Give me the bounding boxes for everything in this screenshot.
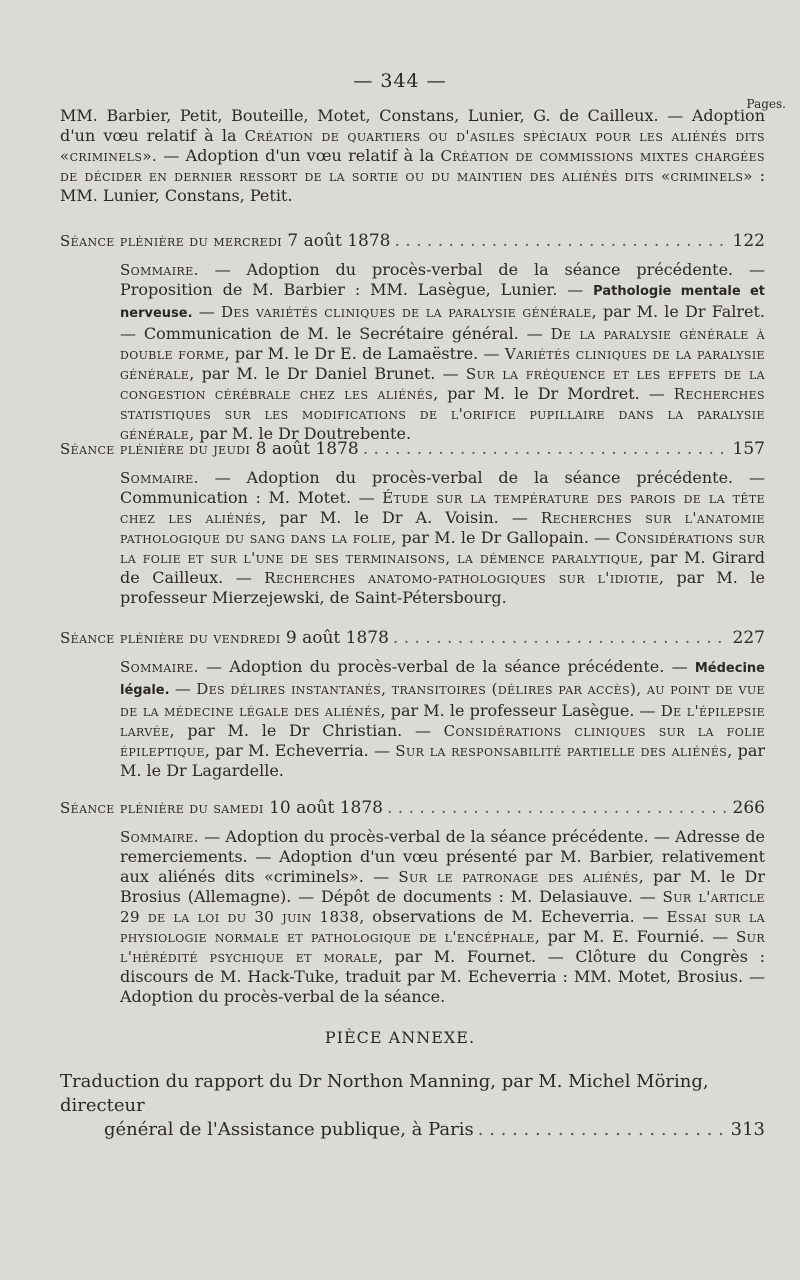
session-title	[60, 797, 383, 819]
smallcaps-run: Sur la fréquence et les effets de la congestion cérébrale chez les aliénés	[120, 365, 766, 403]
smallcaps-run: Sur l'hérédité psychique et morale	[120, 928, 765, 966]
session-entry	[60, 627, 765, 781]
session-summary	[120, 827, 765, 1007]
text-run: , par M. E. Fournié. —	[534, 927, 736, 946]
smallcaps-run: Sommaire.	[120, 469, 199, 487]
session-page-number: 266	[732, 798, 765, 818]
session-title-date: 9 août 1878	[280, 628, 389, 648]
session-title	[60, 230, 390, 252]
smallcaps-run: Des délires instantanés, transitoires (délires par accès), au point de vue de la médecine légale des aliénés	[120, 680, 765, 720]
annex-line-1: Traduction du rapport du Dr Northon Manning, par M. Michel Möring, directeur	[60, 1071, 709, 1116]
text-run: , par M. le Dr Daniel Brunet. —	[189, 364, 466, 383]
session-title-date: 10 août 1878	[263, 798, 383, 818]
annex-line-2	[104, 1118, 765, 1142]
pages-column-label: Pages.	[746, 97, 786, 111]
smallcaps-run: Création de quartiers ou d'asiles spéciaux pour les aliénés dits «criminels».	[60, 127, 765, 165]
text-run: — Adoption du procès-verbal de la séance précédente. —	[198, 657, 695, 676]
smallcaps-run: Considérations cliniques sur la folie épileptique	[120, 722, 765, 760]
text-run: , par M. le professeur Lasègue. —	[380, 701, 661, 720]
session-title	[60, 627, 389, 649]
session-summary	[120, 260, 765, 444]
text-run: — Adoption du procès-verbal de la séance précédente. — Adresse de remerciements. — Adoption d'un vœu présenté par M. Barbier, relativement aux aliénés dits «criminels». —	[120, 827, 765, 886]
session-heading	[60, 627, 765, 649]
text-run: — Adoption d'un vœu relatif à la	[157, 146, 441, 165]
text-run: , par M. le Dr Brosius (Allemagne). — Dépôt de documents : M. Delasiauve. —	[120, 867, 765, 906]
text-run: , par M. le Dr Mordret. —	[433, 384, 674, 403]
session-page-number: 122	[732, 231, 765, 251]
smallcaps-run: De la paralysie générale à double forme	[120, 325, 765, 363]
session-heading	[60, 230, 765, 252]
smallcaps-run: Recherches anatomo-pathologiques sur l'idiotie	[264, 569, 659, 587]
smallcaps-run: Sommaire.	[120, 828, 199, 846]
text-run: , par M. le Dr Lagardelle.	[120, 741, 766, 780]
text-run: , par M. le Dr A. Voisin. —	[261, 508, 541, 527]
text-run: , par M. le Dr Falret. — Communication de M. le Secrétaire général. —	[120, 302, 766, 343]
text-run: , par M. le Dr Doutrebente.	[189, 424, 412, 443]
section-label: Pathologie mentale et nerveuse.	[120, 284, 766, 321]
text-run: — Adoption du procès-verbal de la séance précédente. — Communication : M. Motet. —	[120, 468, 765, 507]
dot-leader	[393, 627, 729, 649]
page-number: — 344 —	[353, 70, 447, 92]
annex-entry	[60, 1070, 765, 1142]
smallcaps-run: Sur l'article 29 de la loi du 30 juin 1838	[120, 888, 765, 926]
annex-line-2-text: général de l'Assistance publique, à Paris	[104, 1119, 474, 1140]
text-run: , par M. Echeverria. —	[204, 741, 396, 760]
dot-leader	[478, 1118, 727, 1142]
smallcaps-run: Recherches statistiques sur les modifications de l'orifice pupillaire dans la paralysie générale	[120, 385, 765, 443]
annex-page-number: 313	[730, 1119, 765, 1140]
text-run: , par M. le Dr Gallopain. —	[391, 528, 616, 547]
smallcaps-run: Des variétés cliniques de la paralysie générale	[220, 303, 592, 321]
text-run: MM. Barbier, Petit, Bouteille, Motet, Constans, Lunier, G. de Cailleux. — Adoption d'un vœu relatif à la	[60, 106, 765, 145]
smallcaps-run: Recherches sur l'anatomie pathologique du sang dans la folie	[120, 509, 765, 547]
session-entry	[60, 797, 765, 1007]
smallcaps-run: Sur le patronage des aliénés	[398, 868, 639, 886]
session-entry	[60, 438, 765, 608]
dot-leader	[387, 797, 729, 819]
text-run: , observations de M. Echeverria. —	[359, 907, 667, 926]
smallcaps-run: Considérations sur la folie et sur l'une de ses terminaisons, la démence paralytique	[120, 529, 765, 567]
session-summary	[120, 468, 765, 608]
session-heading	[60, 797, 765, 819]
dot-leader	[363, 438, 729, 460]
session-title-smallcaps: Séance plénière du jeudi	[60, 440, 251, 458]
session-title-smallcaps: Séance plénière du mercredi	[60, 232, 283, 250]
smallcaps-run: Variétés cliniques de la paralysie générale	[120, 345, 765, 383]
session-page-number: 227	[732, 628, 765, 648]
text-run: , par M. Fournet. — Clôture du Congrès : discours de M. Hack-Tuke, traduit par M. Echeverria : MM. Motet, Brosius. — Adoption du procès-verbal de la séance.	[120, 947, 765, 1006]
text-run: —	[169, 679, 197, 698]
smallcaps-run: Essai sur la physiologie normale et pathologique de l'encéphale	[120, 908, 766, 946]
text-run: —	[192, 302, 221, 321]
session-entry	[60, 230, 765, 444]
session-page-number: 157	[732, 439, 765, 459]
session-heading	[60, 438, 765, 460]
text-run: — Adoption du procès-verbal de la séance précédente. — Proposition de M. Barbier : MM. Lasègue, Lunier. —	[120, 260, 765, 299]
text-run: , par M. le professeur Mierzejewski, de Saint-Pétersbourg.	[120, 568, 766, 607]
text-run: , par M. le Dr E. de Lamaëstre. —	[224, 344, 505, 363]
dot-leader	[394, 230, 728, 252]
smallcaps-run: Création de commissions mixtes chargées de décider en dernier ressort de la sortie ou du maintien des aliénés dits «criminels»	[60, 147, 765, 185]
session-title-date: 7 août 1878	[282, 231, 391, 251]
section-label: Médecine légale.	[120, 661, 765, 698]
session-title	[60, 438, 359, 460]
text-run: , par M. le Dr Christian. —	[169, 721, 444, 740]
smallcaps-run: Sommaire.	[120, 658, 199, 676]
smallcaps-run: Sur la responsabilité partielle des aliénés	[395, 742, 728, 760]
session-summary	[120, 657, 765, 781]
smallcaps-run: Sommaire.	[120, 261, 199, 279]
smallcaps-run: Étude sur la température des parois de la tête chez les aliénés	[120, 489, 765, 527]
continuation-paragraph	[60, 106, 765, 206]
session-title-smallcaps: Séance plénière du samedi	[60, 799, 264, 817]
session-title-date: 8 août 1878	[250, 439, 359, 459]
smallcaps-run: De l'épilepsie larvée	[120, 702, 766, 740]
annex-heading: PIÈCE ANNEXE.	[324, 1028, 476, 1047]
text-run: , par M. Girard de Cailleux. —	[120, 548, 765, 587]
text-run: : MM. Lunier, Constans, Petit.	[60, 166, 766, 205]
session-title-smallcaps: Séance plénière du vendredi	[60, 629, 281, 647]
